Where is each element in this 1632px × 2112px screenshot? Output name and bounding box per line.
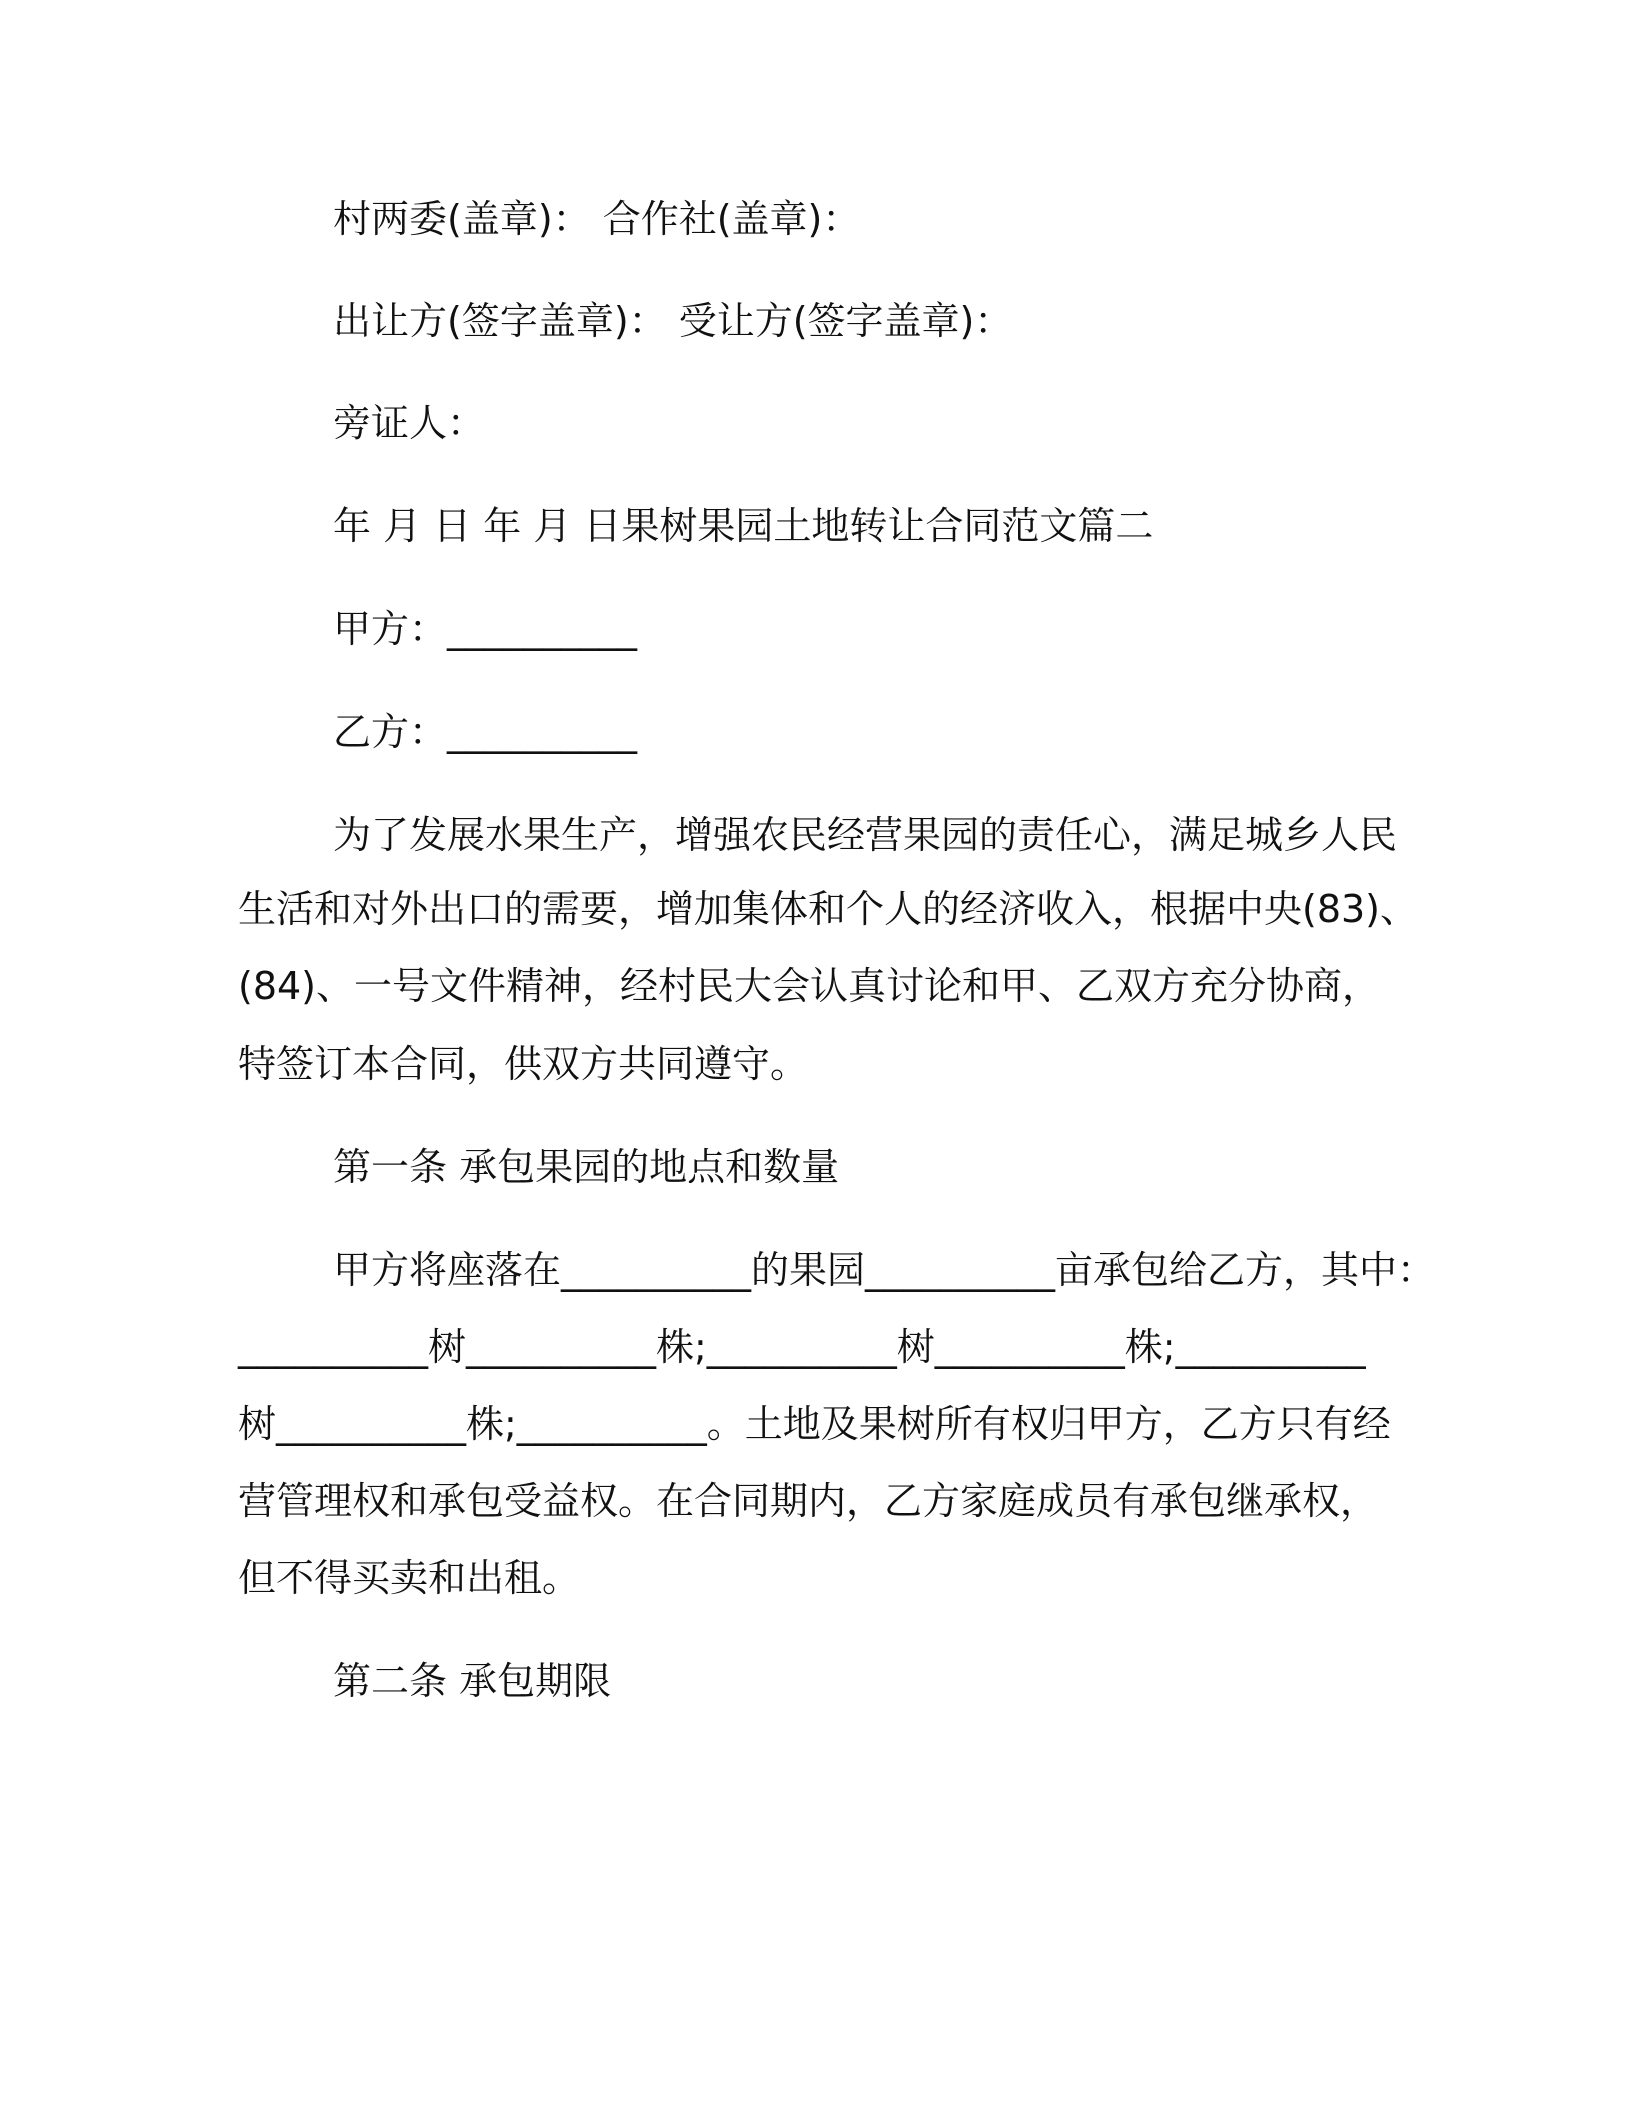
- article-1-line-1: 甲方将座落在__________的果园__________亩承包给乙方，其中：: [333, 1248, 1436, 1292]
- preamble-line-4: 特签订本合同，供双方共同遵守。: [238, 1042, 809, 1086]
- party-b-line: 乙方：__________: [333, 710, 638, 754]
- signature-line-witness: 旁证人：: [333, 401, 486, 445]
- article-1-line-4: 营管理权和承包受益权。在合同期内，乙方家庭成员有承包继承权，: [238, 1479, 1379, 1523]
- signature-line-village-coop: 村两委(盖章)： 合作社(盖章)：: [333, 197, 861, 241]
- article-1-line-5: 但不得买卖和出租。: [238, 1556, 581, 1600]
- preamble-line-1: 为了发展水果生产，增强农民经营果园的责任心，满足城乡人民: [333, 813, 1398, 857]
- article-1-title: 第一条 承包果园的地点和数量: [333, 1145, 840, 1189]
- signature-line-parties: 出让方(签字盖章)： 受让方(签字盖章)：: [333, 299, 1013, 343]
- preamble-line-2: 生活和对外出口的需要，增加集体和个人的经济收入，根据中央(83)、: [238, 887, 1419, 931]
- preamble-line-3: (84)、一号文件精神，经村民大会认真讨论和甲、乙双方充分协商，: [238, 964, 1381, 1008]
- party-a-line: 甲方：__________: [333, 607, 638, 651]
- article-2-title: 第二条 承包期限: [333, 1659, 612, 1703]
- article-1-line-3: 树__________株;__________。土地及果树所有权归甲方，乙方只有经: [238, 1402, 1391, 1446]
- date-and-section-title: 年 月 日 年 月 日果树果园土地转让合同范文篇二: [333, 504, 1154, 548]
- article-1-line-2: __________树__________株;__________树__________株;__________: [238, 1325, 1366, 1369]
